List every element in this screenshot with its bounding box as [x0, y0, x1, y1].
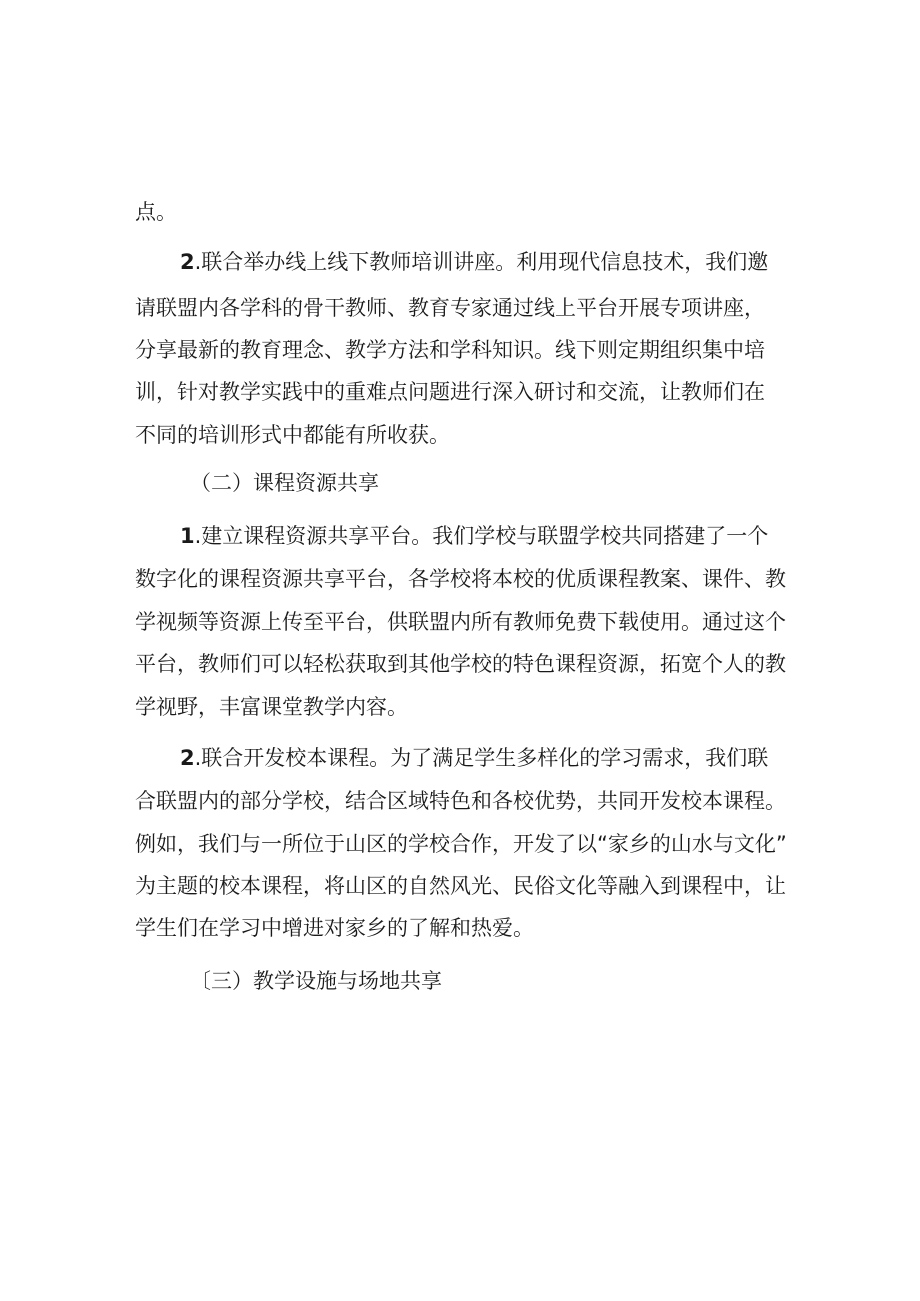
paragraph-line — [180, 247, 768, 277]
paragraph-line: 学视野，丰富课堂教学内容。 — [135, 695, 408, 719]
paragraph-line: 为主题的校本课程，将山区的自然风光、民俗文化等融入到课程中，让 — [135, 874, 786, 898]
section-heading: 〔三）教学设施与场地共享 — [190, 969, 442, 993]
paragraph-line: 学生们在学习中增进对家乡的了解和热爱。 — [135, 916, 534, 940]
paragraph-line: 训，针对教学实践中的重难点问题进行深入研讨和交流，让教师们在 — [135, 380, 765, 404]
paragraph-line: 请联盟内各学科的骨干教师、教育专家通过线上平台开展专项讲座， — [135, 296, 765, 320]
paragraph-line: 分享最新的教育理念、教学方法和学科知识。线下则定期组织集中培 — [135, 338, 765, 362]
paragraph-line: 合联盟内的部分学校，结合区域特色和各校优势，共同开发校本课程。 — [135, 789, 786, 813]
paragraph-line: 例如，我们与一所位于山区的学校合作，开发了以“家乡的山水与文化” — [135, 832, 787, 856]
paragraph-line: 不同的培训形式中都能有所收获。 — [135, 423, 450, 447]
paragraph-text: .联合开发校本课程。为了满足学生多样化的学习需求，我们联 — [194, 746, 769, 770]
paragraph-line: 平台，教师们可以轻松获取到其他学校的特色课程资源，拓宽个人的教 — [135, 652, 786, 676]
section-heading: （二）课程资源共享 — [190, 471, 379, 495]
paragraph-text: .建立课程资源共享平台。我们学校与联盟学校共同搭建了一个 — [194, 524, 769, 548]
paragraph-text: .联合举办线上线下教师培训讲座。利用现代信息技术，我们邀 — [194, 250, 769, 274]
paragraph-line — [180, 743, 768, 773]
paragraph-line: 学视频等资源上传至平台，供联盟内所有教师免费下载使用。通过这个 — [135, 610, 786, 634]
paragraph-line — [180, 521, 768, 551]
item-number: 1 — [180, 524, 195, 548]
paragraph-line: 数字化的课程资源共享平台，各学校将本校的优质课程教案、课件、教 — [135, 567, 786, 591]
item-number: 2 — [180, 250, 195, 274]
fragment-end: 点。 — [135, 200, 177, 224]
item-number: 2 — [180, 746, 195, 770]
